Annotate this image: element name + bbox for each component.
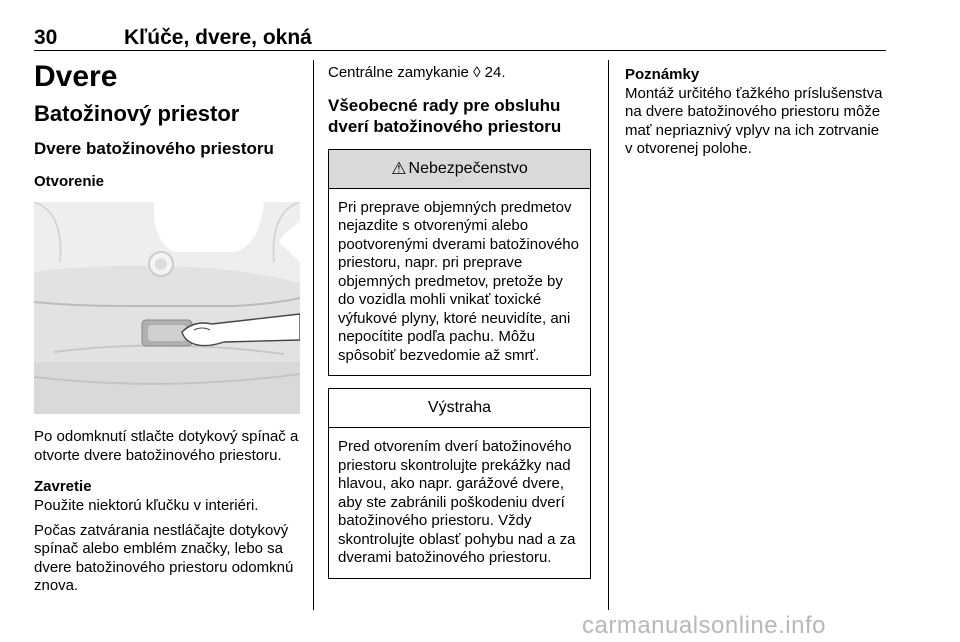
section-title: Batožinový priestor xyxy=(34,101,240,126)
warning-triangle-icon: ⚠ xyxy=(391,158,407,178)
danger-header xyxy=(329,150,590,189)
note-text: Montáž určitého ťažkého príslušenstva na dvere batožinového priestoru môže mať nepriaznivý vplyv na ich zotrvanie v otvorenej polohe. xyxy=(625,84,883,157)
column-divider-1 xyxy=(313,60,314,610)
column-1 xyxy=(34,60,300,596)
open-heading: Otvorenie xyxy=(34,173,105,190)
cross-reference: Centrálne zamykanie ◊ 24. xyxy=(328,64,506,81)
warning-text: Pred otvorením dverí batožinového priestoru skontrolujte prekážky nad hlavou, ako napr. garážové dvere, aby ste zabránili poškodeniu dverí batožinového priestoru. Vždy skontrolujte oblasť pohybu nad a za dverami batožinového priestoru. xyxy=(338,438,576,566)
close-instructions-1: Použite niektorú kľučku v interiéri. xyxy=(34,497,259,514)
page-header xyxy=(34,26,886,51)
watermark: carmanualsonline.info xyxy=(582,612,826,639)
column-2 xyxy=(328,60,591,579)
page-title: Dvere xyxy=(34,60,118,93)
column-3 xyxy=(625,60,887,159)
general-advice-heading: Všeobecné rady pre obsluhu dverí batožinového priestoru xyxy=(328,95,562,136)
warning-title: Výstraha xyxy=(427,399,492,416)
danger-text: Pri preprave objemných predmetov nejazdite s otvorenými alebo pootvorenými dverami batožinového priestoru, napr. pri preprave objemných predmetov, pretože by do vozidla mohli vnikať toxické výfukové plyny, ktoré neuvidíte, ani nepocítite podľa pachu. Môžu spôsobiť bezvedomie až smrť. xyxy=(338,198,579,364)
subsection-title: Dvere batožinového priestoru xyxy=(34,139,274,158)
danger-box xyxy=(328,149,591,377)
tailgate-illustration xyxy=(34,202,300,414)
warning-header xyxy=(329,389,590,428)
column-divider-2 xyxy=(608,60,609,610)
chapter-title: Kľúče, dvere, okná xyxy=(124,26,312,49)
close-heading: Zavretie xyxy=(34,478,92,495)
close-instructions-2: Počas zatvárania nestláčajte dotykový spínač alebo emblém značky, lebo sa dvere batožinového priestoru odomknú znova. xyxy=(34,521,294,594)
open-instructions: Po odomknutí stlačte dotykový spínač a otvorte dvere batožinového priestoru. xyxy=(34,428,299,464)
warning-box xyxy=(328,388,591,579)
page-number: 30 xyxy=(34,26,58,49)
danger-title: Nebezpečenstvo xyxy=(408,159,528,177)
tailgate-drawing xyxy=(34,202,300,414)
note-title: Poznámky xyxy=(625,66,700,83)
